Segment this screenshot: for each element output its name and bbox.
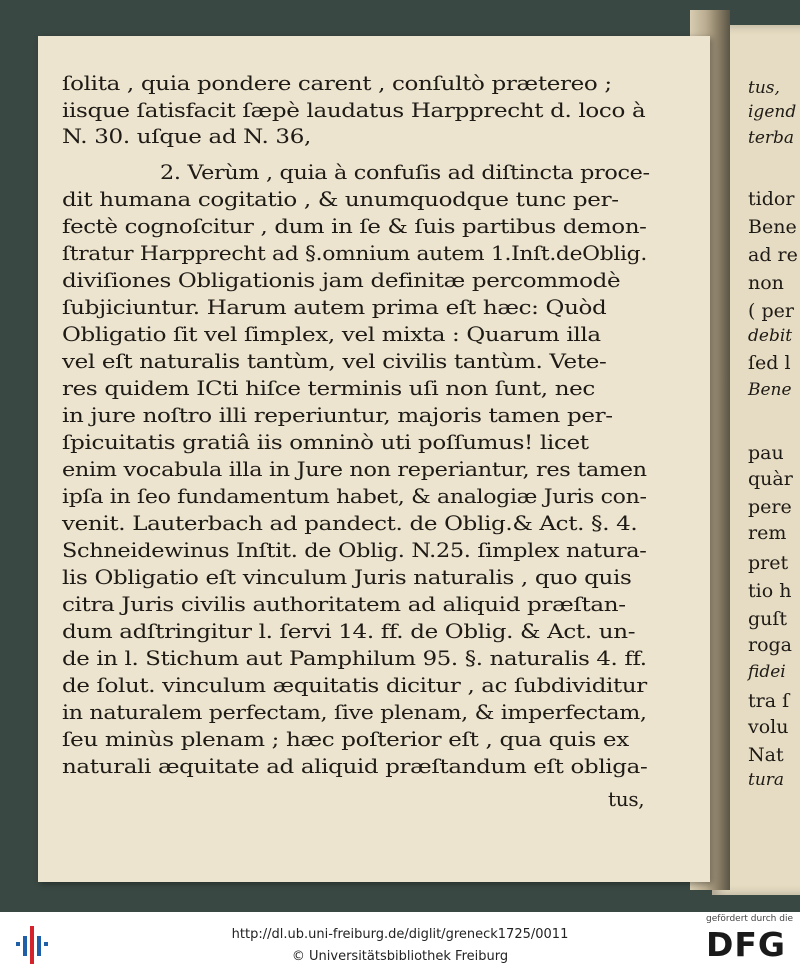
facing-page-fragment: rem xyxy=(748,522,787,544)
facing-page-fragment: volu xyxy=(748,716,789,738)
facing-page-fragment: non xyxy=(748,272,784,294)
text-line: Schneidewinus Inſtit. de Oblig. N.25. ſimplex natura- xyxy=(62,538,647,562)
text-line: tus, xyxy=(608,787,645,811)
facing-page-fragment: roga xyxy=(748,634,793,656)
page-url-link[interactable]: http://dl.ub.uni-freiburg.de/diglit/greneck1725/0011 xyxy=(231,927,569,942)
facing-page-fragment: pere xyxy=(748,496,792,518)
facing-page-fragment: Bene xyxy=(748,216,797,238)
facing-page-fragment: terba xyxy=(748,128,795,148)
facing-page-fragment: tura xyxy=(748,770,785,790)
text-line: ſeu minùs plenam ; hæc poſterior eſt , qua quis ex xyxy=(62,727,629,751)
text-line: lis Obligatio eſt vinculum Juris naturalis , quo quis xyxy=(62,565,632,589)
facing-page-fragment: pau xyxy=(748,442,784,464)
text-line: dum adſtringitur l. ſervi 14. ff. de Oblig. & Act. un- xyxy=(62,619,636,643)
text-line: 2. Verùm , quia à confuſis ad diſtincta proce- xyxy=(160,160,650,184)
facing-page-fragment: Nat xyxy=(748,744,784,766)
text-line: vel eſt naturalis tantùm, vel civilis tantùm. Vete- xyxy=(62,349,607,373)
facing-page-fragment: tra ſ xyxy=(748,690,790,712)
text-line: diviſiones Obligationis jam definitæ percommodè xyxy=(62,268,621,292)
facing-page-fragment: ( per xyxy=(748,300,794,322)
text-line: dit humana cogitatio , & unumquodque tunc per- xyxy=(62,187,619,211)
dfg-caption: gefördert durch die xyxy=(706,914,793,924)
text-line: de in l. Stichum aut Pamphilum 95. §. naturalis 4. ff. xyxy=(62,646,647,670)
text-line: fectè cognoſcitur , dum in ſe & ſuis partibus demon- xyxy=(62,214,647,238)
text-line: ſpicuitatis gratiâ iis omninò uti poſſumus! licet xyxy=(62,430,589,454)
text-line: in naturalem perfectam, ſive plenam, & imperfectam, xyxy=(62,700,647,724)
copyright-text: © Universitätsbibliothek Freiburg xyxy=(291,949,509,964)
text-line: enim vocabula illa in Jure non reperiantur, res tamen xyxy=(62,457,647,481)
text-line: ſtratur Harpprecht ad §.omnium autem 1.Inſt.deOblig. xyxy=(62,241,647,265)
facing-page-fragment: debit xyxy=(748,326,793,346)
text-line: ſubjiciuntur. Harum autem prima eſt hæc: Quòd xyxy=(62,295,607,319)
facing-page-fragment: ſed l xyxy=(748,352,791,374)
facing-page-fragment: fidei xyxy=(748,662,786,682)
facing-page-fragment: tio h xyxy=(748,580,792,602)
text-line: N. 30. uſque ad N. 36, xyxy=(62,124,311,148)
facing-page-fragment: pret xyxy=(748,552,789,574)
viewer-footer xyxy=(0,912,800,971)
dfg-logo: DFG xyxy=(706,925,787,964)
text-line: ſolita , quia pondere carent , conſultò prætereo ; xyxy=(62,71,612,95)
facing-page-fragment: quàr xyxy=(748,468,793,490)
facing-page-fragment: Bene xyxy=(748,380,792,400)
text-line: de ſolut. vinculum æquitatis dicitur , ac ſubdividitur xyxy=(62,673,647,697)
text-line: res quidem ICti hiſce terminis uſi non ſunt, nec xyxy=(62,376,595,400)
text-line: ipſa in ſeo fundamentum habet, & analogiæ Juris con- xyxy=(62,484,647,508)
facing-page-fragment: tidor xyxy=(748,188,795,210)
text-line: in jure noſtro illi reperiuntur, majoris tamen per- xyxy=(62,403,613,427)
facing-page-fragment: tus, xyxy=(748,78,780,98)
text-line: iisque ſatisfacit ſæpè laudatus Harpprecht d. loco à xyxy=(62,98,646,122)
text-line: naturali æquitate ad aliquid præſtandum eſt obliga- xyxy=(62,754,648,778)
facing-page-fragment: ad re xyxy=(748,244,798,266)
text-line: citra Juris civilis authoritatem ad aliquid præſtan- xyxy=(62,592,626,616)
facing-page-fragment: igend xyxy=(748,102,797,122)
text-line: Obligatio ſit vel ſimplex, vel mixta : Quarum illa xyxy=(62,322,601,346)
text-line: venit. Lauterbach ad pandect. de Oblig.& Act. §. 4. xyxy=(62,511,638,535)
facing-page-fragment: guſt xyxy=(748,608,788,630)
